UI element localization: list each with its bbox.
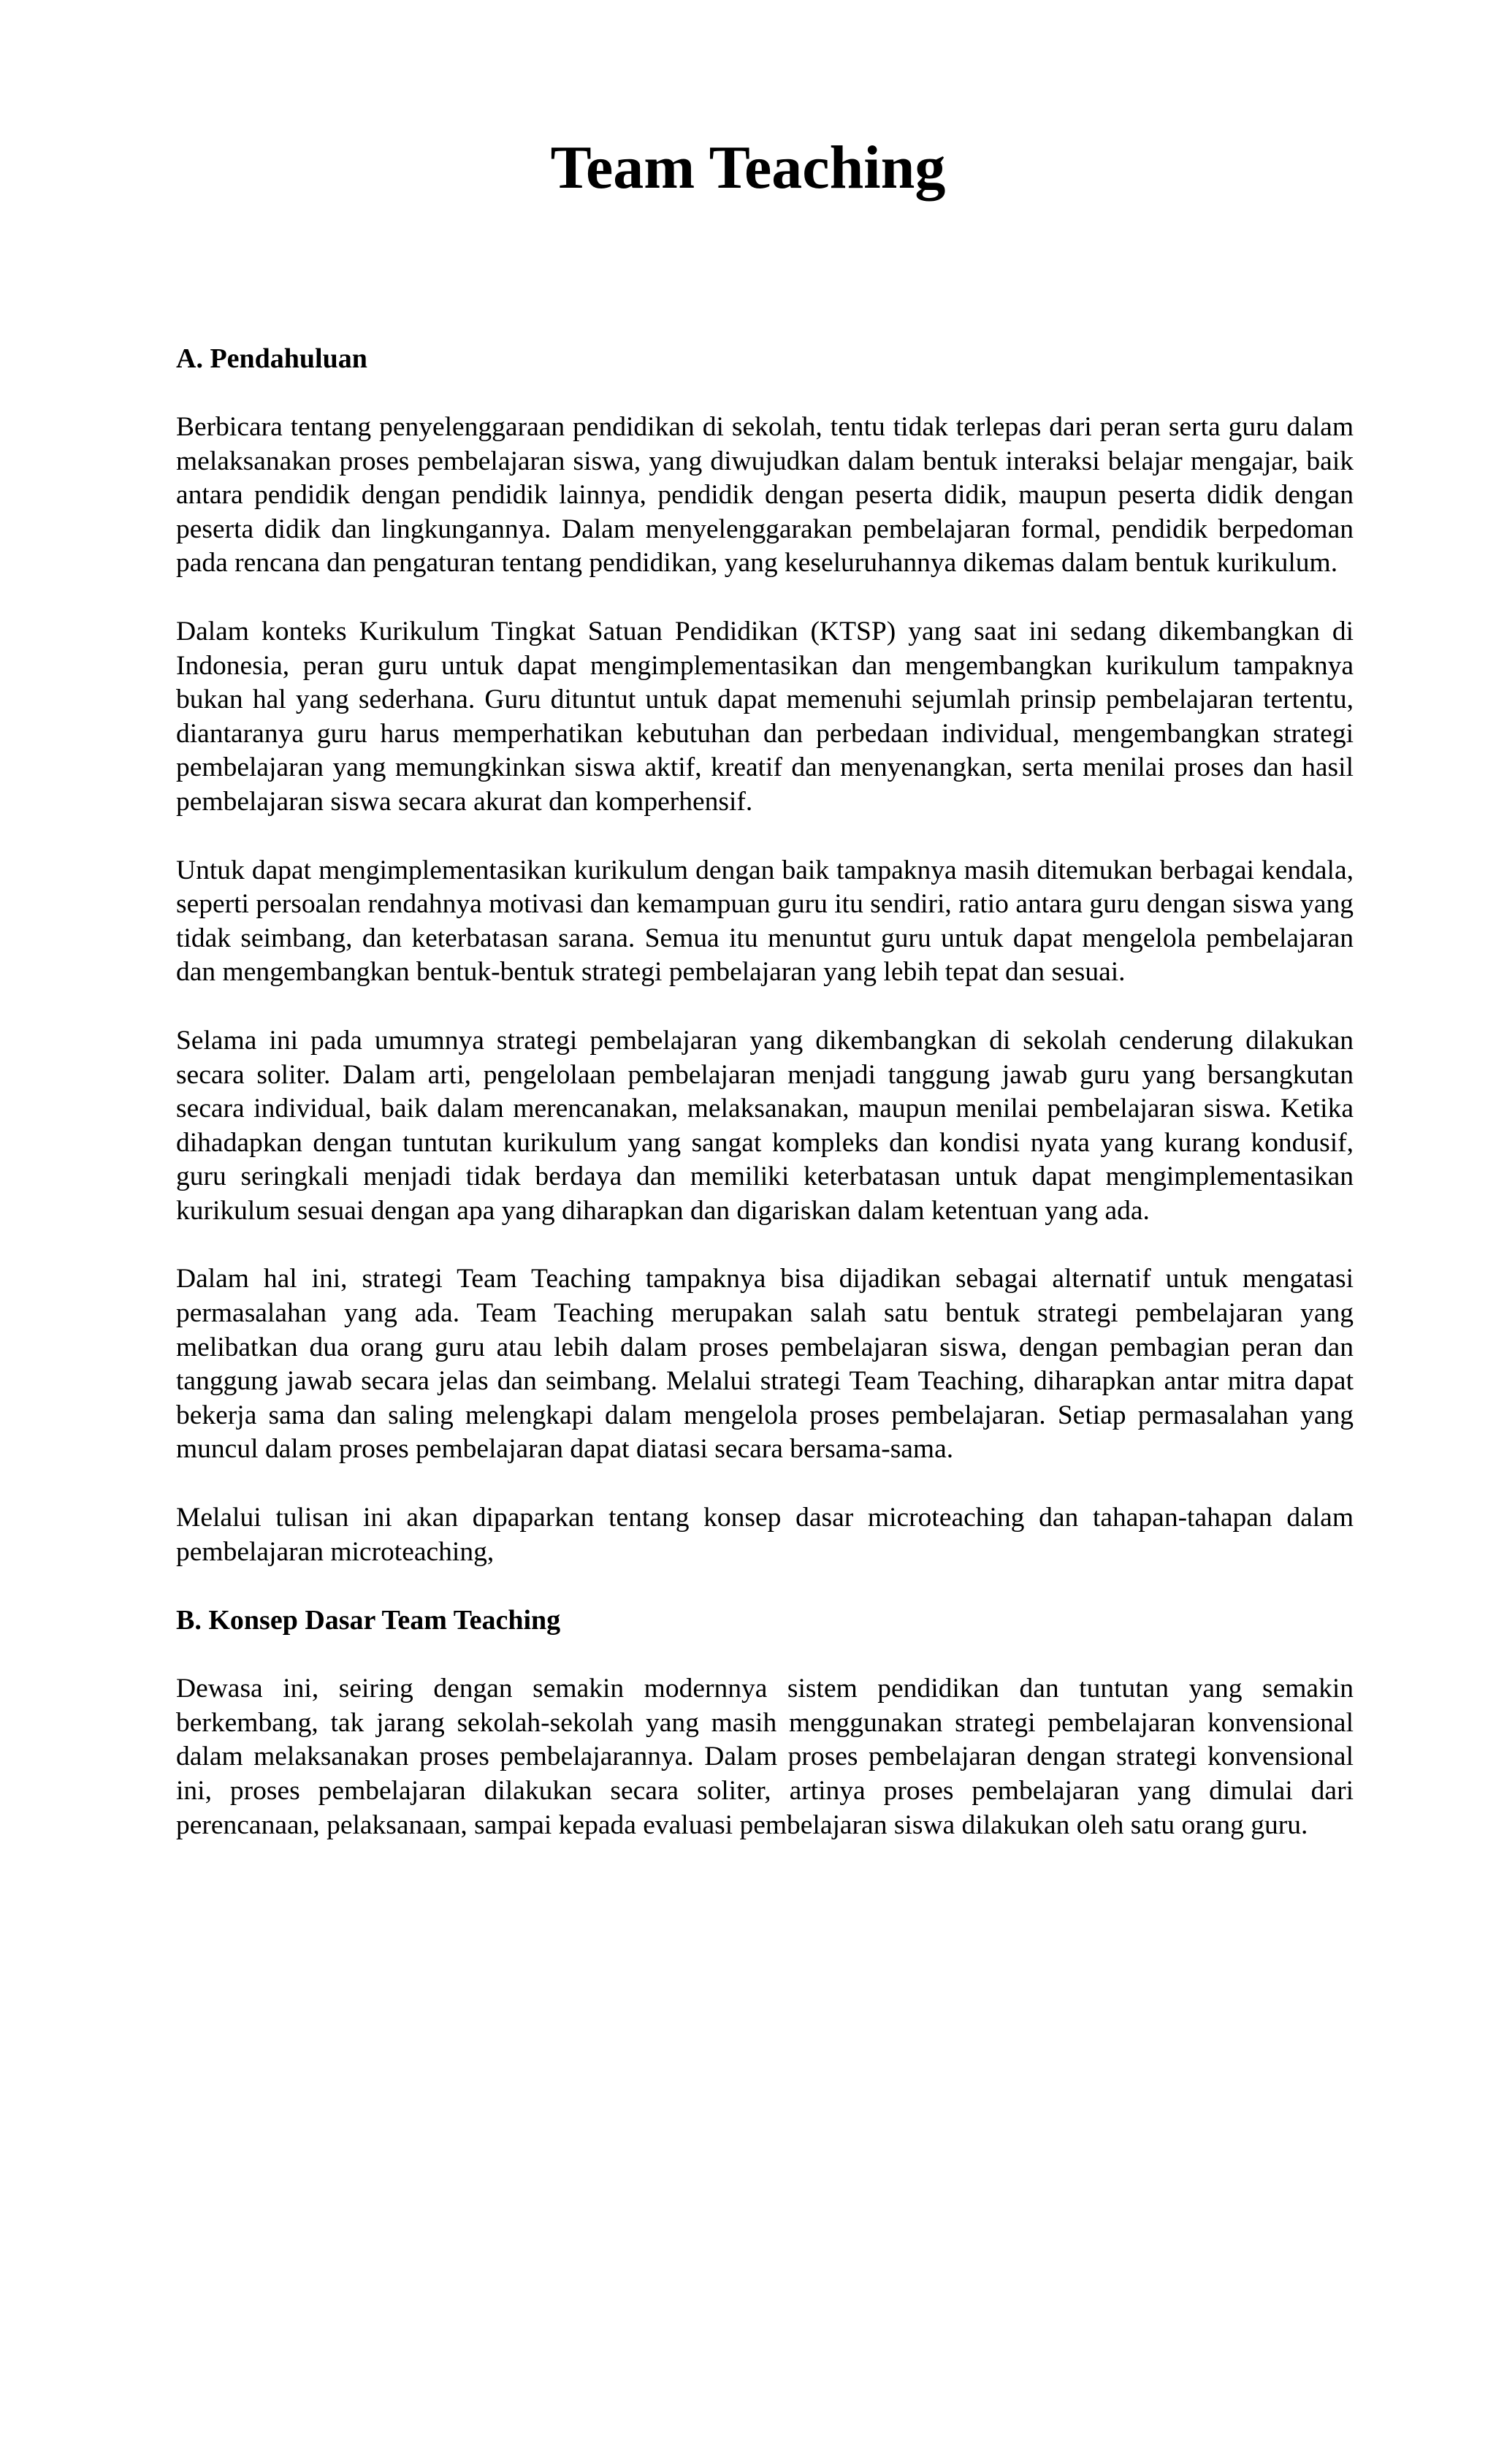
paragraph: Dalam hal ini, strategi Team Teaching tampaknya bisa dijadikan sebagai alternatif untuk mengatasi permasalahan yang ada. Team Teaching merupakan salah satu bentuk strategi pembelajaran yang melibatkan dua orang guru atau lebih dalam proses pembelajaran siswa, dengan pembagian peran dan tanggung jawab secara jelas dan seimbang. Melalui strategi Team Teaching, diharapkan antar mitra dapat bekerja sama dan saling melengkapi dalam mengelola proses pembelajaran. Setiap permasalahan yang muncul dalam proses pembelajaran dapat diatasi secara bersama-sama.: [176, 1264, 1354, 1465]
page-title: Team Teaching: [550, 134, 946, 202]
section-pendahuluan: [176, 342, 1354, 1569]
section-heading: A. Pendahuluan: [176, 343, 367, 374]
document-body: [176, 342, 1354, 1842]
section-konsep-dasar: [176, 1603, 1354, 1842]
section-heading: B. Konsep Dasar Team Teaching: [176, 1605, 561, 1636]
paragraph: Melalui tulisan ini akan dipaparkan tentang konsep dasar microteaching dan tahapan-tahapan dalam pembelajaran microteaching,: [176, 1503, 1354, 1567]
paragraph: Berbicara tentang penyelenggaraan pendidikan di sekolah, tentu tidak terlepas dari peran serta guru dalam melaksanakan proses pembelajaran siswa, yang diwujudkan dalam bentuk interaksi belajar mengajar, baik antara pendidik dengan pendidik lainnya, pendidik dengan peserta didik, maupun peserta didik dengan peserta didik dan lingkungannya. Dalam menyelenggarakan pembelajaran formal, pendidik berpedoman pada rencana dan pengaturan tentang pendidikan, yang keseluruhannya dikemas dalam bentuk kurikulum.: [176, 412, 1354, 579]
paragraph: Dewasa ini, seiring dengan semakin modernnya sistem pendidikan dan tuntutan yang semakin berkembang, tak jarang sekolah-sekolah yang masih menggunakan strategi pembelajaran konvensional dalam melaksanakan proses pembelajarannya. Dalam proses pembelajaran dengan strategi konvensional ini, proses pembelajaran dilakukan secara soliter, artinya proses pembelajaran yang dimulai dari perencanaan, pelaksanaan, sampai kepada evaluasi pembelajaran siswa dilakukan oleh satu orang guru.: [176, 1674, 1354, 1840]
paragraph: Dalam konteks Kurikulum Tingkat Satuan Pendidikan (KTSP) yang saat ini sedang dikembangkan di Indonesia, peran guru untuk dapat mengimplementasikan dan mengembangkan kurikulum tampaknya bukan hal yang sederhana. Guru dituntut untuk dapat memenuhi sejumlah prinsip pembelajaran tertentu, diantaranya guru harus memperhatikan kebutuhan dan perbedaan individual, mengembangkan strategi pembelajaran yang memungkinkan siswa aktif, kreatif dan menyenangkan, serta menilai proses dan hasil pembelajaran siswa secara akurat dan komperhensif.: [176, 616, 1354, 817]
paragraph: Selama ini pada umumnya strategi pembelajaran yang dikembangkan di sekolah cenderung dilakukan secara soliter. Dalam arti, pengelolaan pembelajaran menjadi tanggung jawab guru yang bersangkutan secara individual, baik dalam merencanakan, melaksanakan, maupun menilai pembelajaran siswa. Ketika dihadapkan dengan tuntutan kurikulum yang sangat kompleks dan kondisi nyata yang kurang kondusif, guru seringkali menjadi tidak berdaya dan memiliki keterbatasan untuk dapat mengimplementasikan kurikulum sesuai dengan apa yang diharapkan dan digariskan dalam ketentuan yang ada.: [176, 1025, 1354, 1226]
paragraph: Untuk dapat mengimplementasikan kurikulum dengan baik tampaknya masih ditemukan berbagai kendala, seperti persoalan rendahnya motivasi dan kemampuan guru itu sendiri, ratio antara guru dengan siswa yang tidak seimbang, dan keterbatasan sarana. Semua itu menuntut guru untuk dapat mengelola pembelajaran dan mengembangkan bentuk-bentuk strategi pembelajaran yang lebih tepat dan sesuai.: [176, 855, 1354, 988]
